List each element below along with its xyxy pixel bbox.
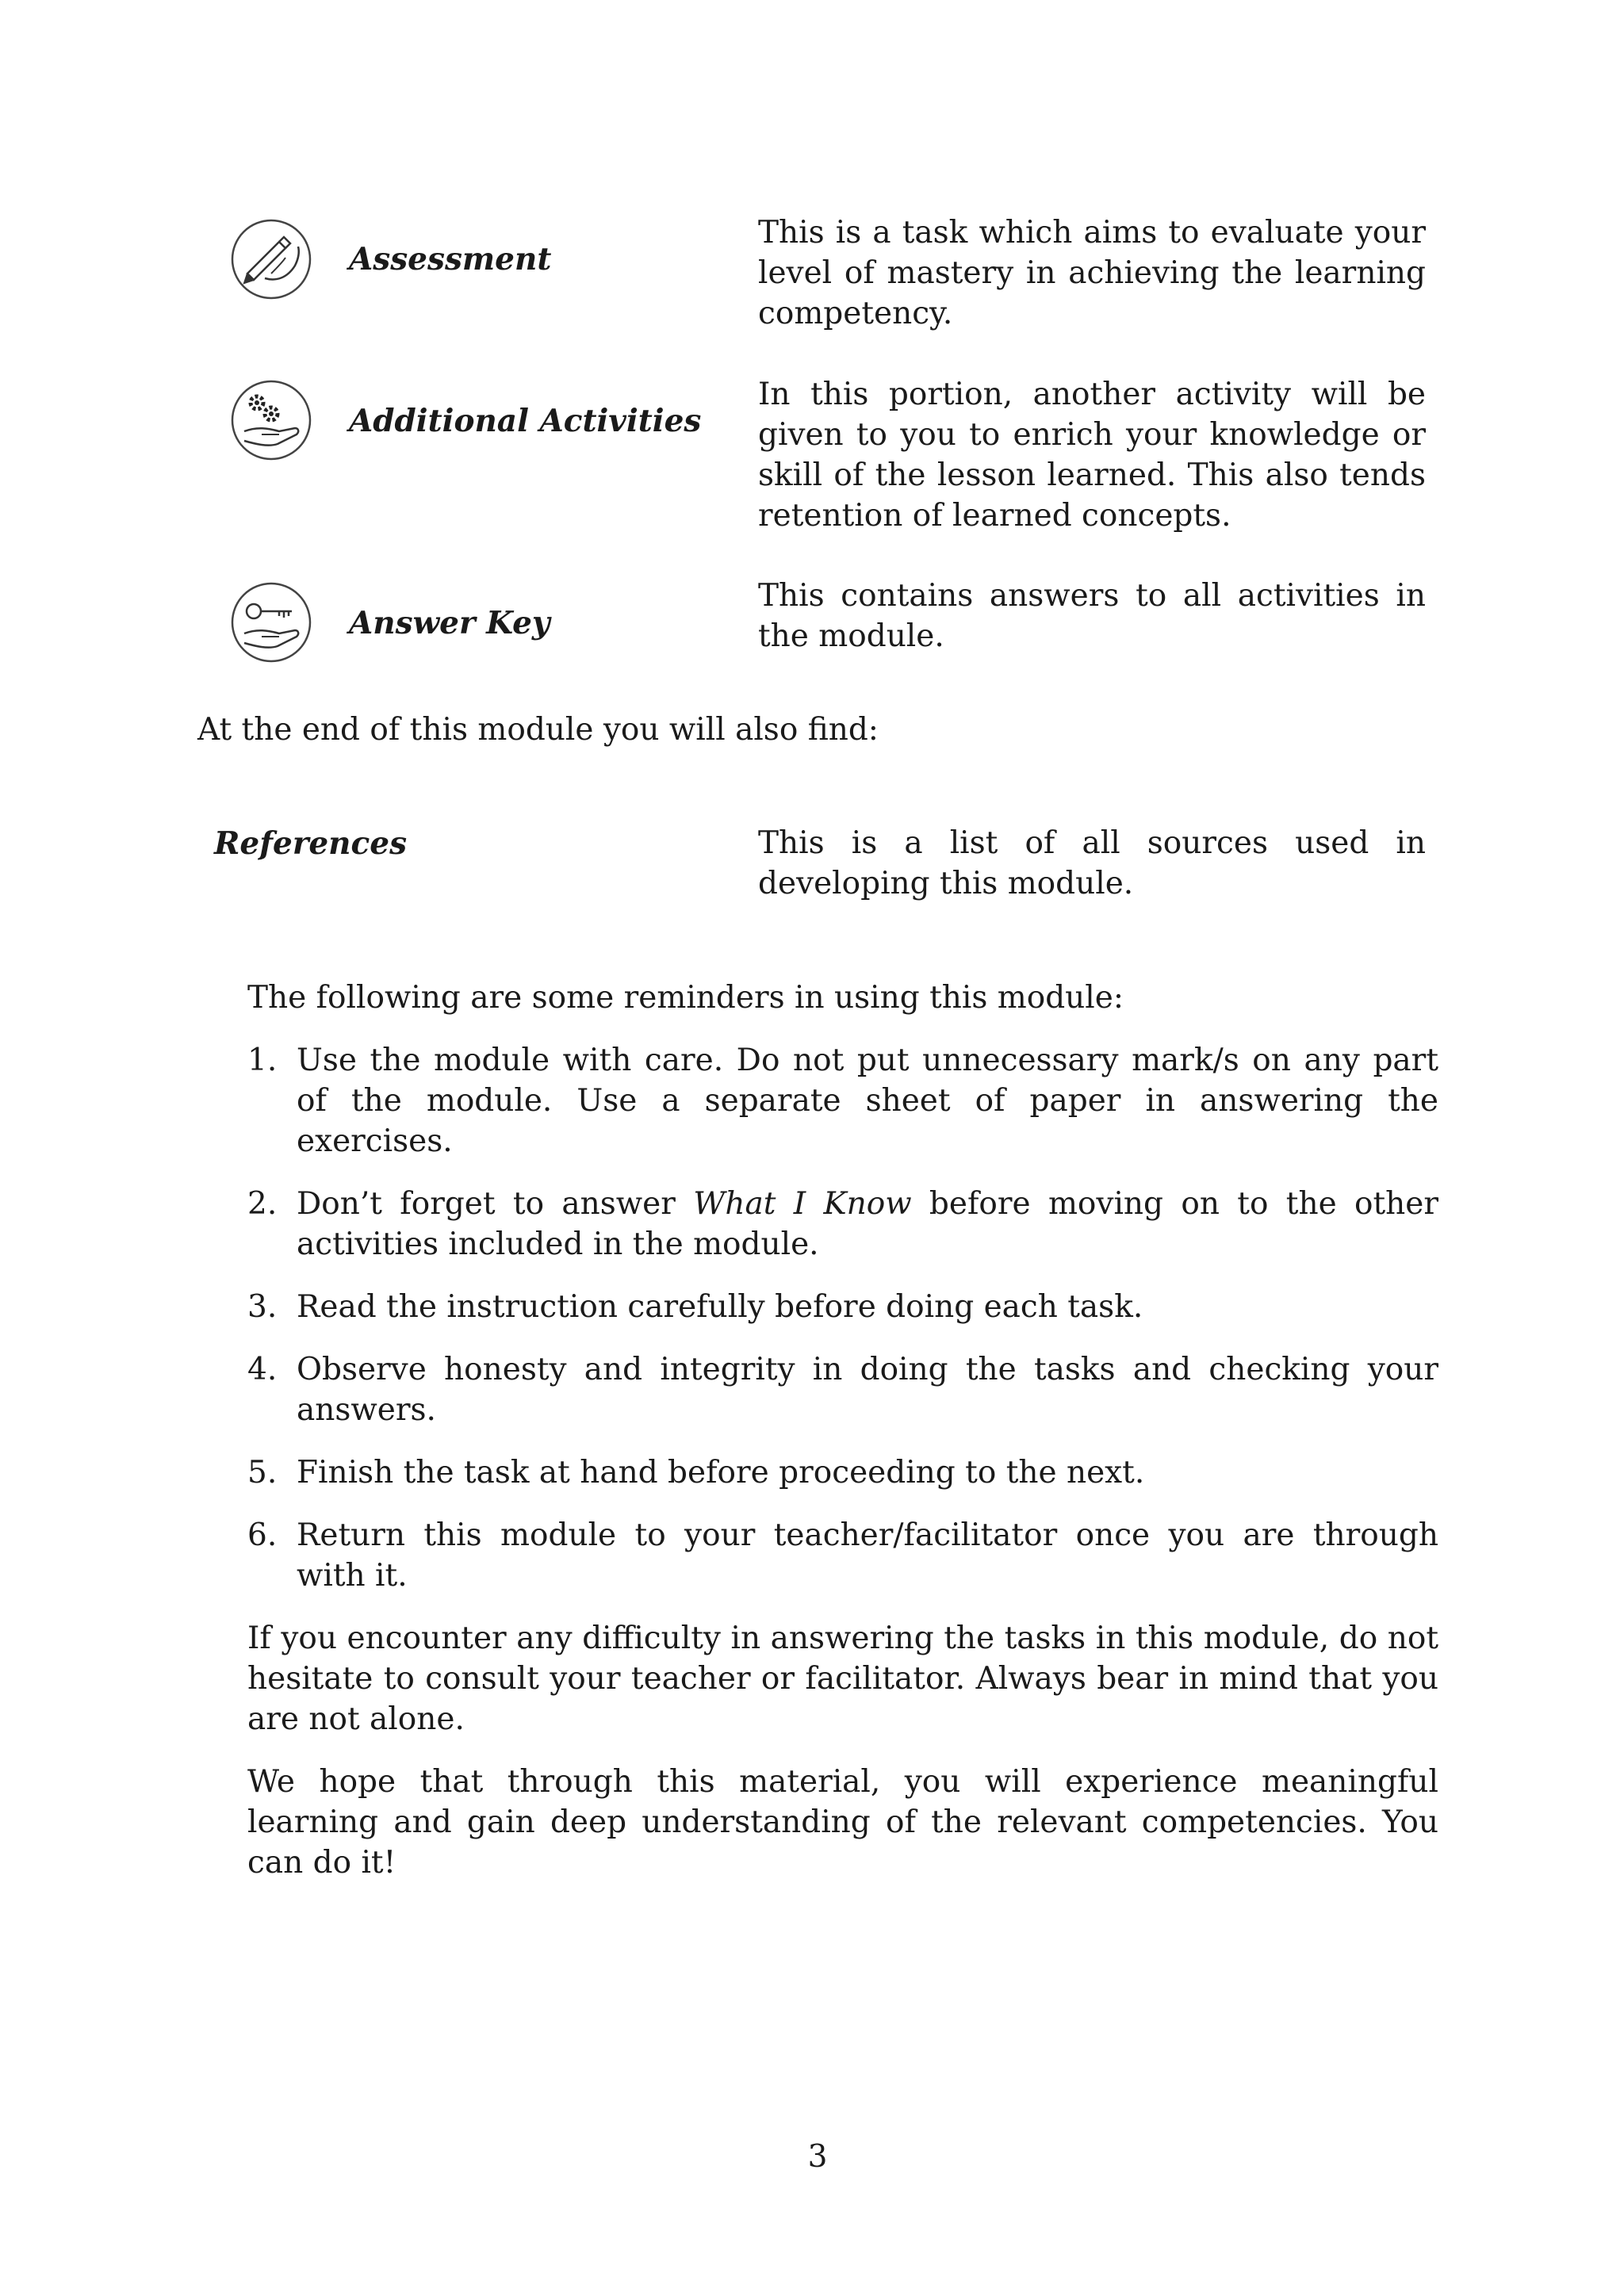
list-item	[247, 1287, 1438, 1327]
list-item-text: Return this module to your teacher/facilitator once you are through with it.	[297, 1517, 1438, 1594]
list-item-number: 2.	[247, 1186, 278, 1222]
additional-activities-label: Additional Activities	[349, 403, 702, 439]
list-item	[247, 1040, 1438, 1161]
list-item-text-part: Don’t forget to answer	[297, 1186, 694, 1222]
list-item-number: 3.	[247, 1289, 278, 1325]
closing-paragraph: If you encounter any difficulty in answering the tasks in this module, do not hesitate to consult your teacher or facilitator. Always bear in mind that you are not alone.	[247, 1621, 1438, 1737]
list-item-number: 1.	[247, 1043, 278, 1078]
list-item-number: 5.	[247, 1455, 278, 1490]
list-item-text-part: before moving on to the other activities included in the module.	[297, 1186, 1438, 1262]
list-item-text: Read the instruction carefully before doing each task.	[297, 1289, 1143, 1325]
assessment-label: Assessment	[349, 241, 552, 277]
list-item	[247, 1184, 1438, 1265]
assessment-description: This is a task which aims to evaluate your level of mastery in achieving the learning competency.	[758, 215, 1426, 331]
end-of-module-intro: At the end of this module you will also find:	[197, 712, 879, 748]
list-item-text: Use the module with care. Do not put unnecessary mark/s on any part of the module. Use a separate sheet of paper in answering the exercises.	[297, 1043, 1438, 1159]
references-description: This is a list of all sources used in developing this module.	[758, 825, 1426, 901]
pen-in-hand-icon	[230, 218, 312, 300]
list-item	[247, 1349, 1438, 1430]
answer-key-description: This contains answers to all activities in the module.	[758, 578, 1426, 654]
list-item	[247, 1452, 1438, 1493]
list-item-number: 6.	[247, 1517, 278, 1553]
list-item-text: Finish the task at hand before proceeding to the next.	[297, 1455, 1145, 1490]
gears-in-hand-icon	[230, 379, 312, 461]
reminders-list	[247, 1040, 1438, 1883]
additional-activities-description: In this portion, another activity will be given to you to enrich your knowledge or skill of the lesson learned. This also tends retention of learned concepts.	[758, 377, 1426, 534]
list-item-text	[297, 1186, 1438, 1262]
list-item-number: 4.	[247, 1352, 278, 1387]
key-in-hand-icon	[230, 581, 312, 664]
what-i-know-emphasis: What I Know	[693, 1186, 912, 1222]
list-item-text: Observe honesty and integrity in doing the tasks and checking your answers.	[297, 1352, 1438, 1428]
closing-paragraph: We hope that through this material, you will experience meaningful learning and gain deep understanding of the relevant competencies. You can do it!	[247, 1764, 1438, 1881]
page-number: 3	[807, 2139, 828, 2175]
references-label: References	[214, 825, 408, 862]
answer-key-label: Answer Key	[349, 605, 550, 641]
list-item	[247, 1515, 1438, 1596]
reminders-intro: The following are some reminders in using this module:	[247, 980, 1124, 1016]
